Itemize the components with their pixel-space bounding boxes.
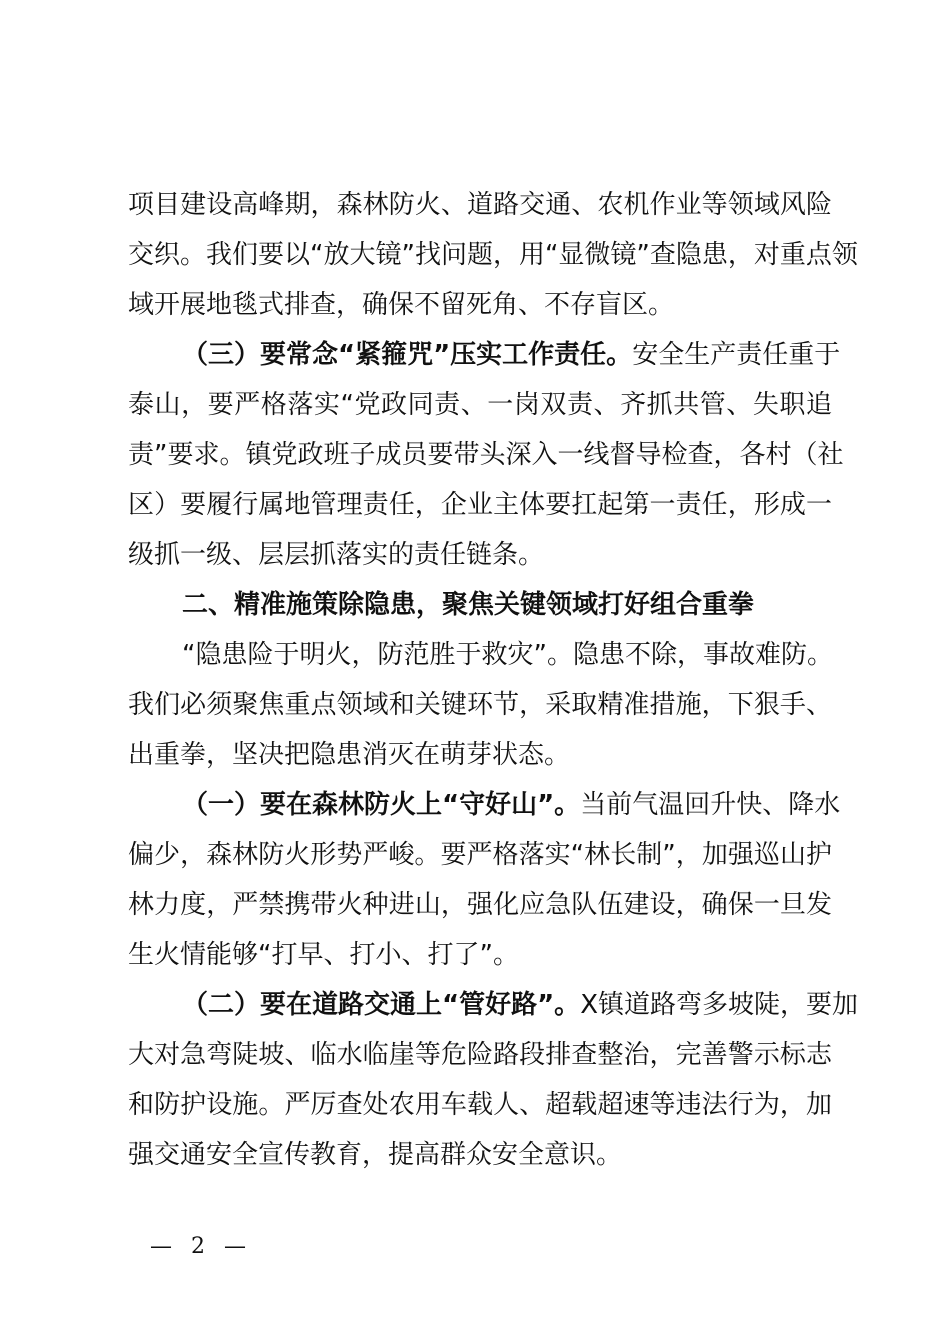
- body-line: 交织。我们要以“放大镜”找问题，用“显微镜”查隐患，对重点领: [128, 240, 858, 270]
- document-body: [128, 180, 858, 1180]
- subsection-lead-line: [128, 330, 841, 380]
- body-line: 我们必须聚焦重点领域和关键环节，采取精准措施，下狠手、: [128, 690, 832, 720]
- body-text: 安全生产责任重于: [632, 340, 841, 370]
- body-line: 级抓一级、层层抓落实的责任链条。: [128, 540, 545, 570]
- body-line: 生火情能够“打早、打小、打了”。: [128, 940, 519, 970]
- subsection-lead-line: [128, 980, 858, 1030]
- body-line: 林力度，严禁携带火种进山，强化应急队伍建设，确保一旦发: [128, 890, 832, 920]
- body-line: 强交通安全宣传教育，提高群众安全意识。: [128, 1140, 623, 1170]
- body-line: 出重拳，坚决把隐患消灭在萌芽状态。: [128, 740, 571, 770]
- body-line: 区）要履行属地管理责任，企业主体要扛起第一责任，形成一: [128, 490, 832, 520]
- body-line: 域开展地毯式排查，确保不留死角、不存盲区。: [128, 290, 675, 320]
- body-line: 泰山，要严格落实“党政同责、一岗双责、齐抓共管、失职追: [128, 390, 832, 420]
- subsection-lead-line: [128, 780, 841, 830]
- body-line: “隐患险于明火，防范胜于救灾”。隐患不除，事故难防。: [182, 640, 833, 670]
- body-line: 大对急弯陡坡、临水临崖等危险路段排查整治，完善警示标志: [128, 1040, 832, 1070]
- body-line: 责”要求。镇党政班子成员要带头深入一线督导检查，各村（社: [128, 440, 844, 470]
- section-heading: 二、精准施策除隐患，聚焦关键领域打好组合重拳: [182, 590, 755, 620]
- body-line: 偏少，森林防火形势严峻。要严格落实“林长制”，加强巡山护: [128, 840, 832, 870]
- subsection-title: （三）要常念“紧箍咒”压实工作责任。: [182, 340, 633, 370]
- body-text: X镇道路弯多坡陡，要加: [580, 990, 858, 1020]
- page-number: — 2 —: [150, 1234, 252, 1259]
- body-text: 当前气温回升快、降水: [580, 790, 841, 820]
- body-line: 和防护设施。严厉查处农用车载人、超载超速等违法行为，加: [128, 1090, 832, 1120]
- body-line: 项目建设高峰期，森林防火、道路交通、农机作业等领域风险: [128, 190, 832, 220]
- subsection-title: （二）要在道路交通上“管好路”。: [182, 990, 581, 1020]
- subsection-title: （一）要在森林防火上“守好山”。: [182, 790, 581, 820]
